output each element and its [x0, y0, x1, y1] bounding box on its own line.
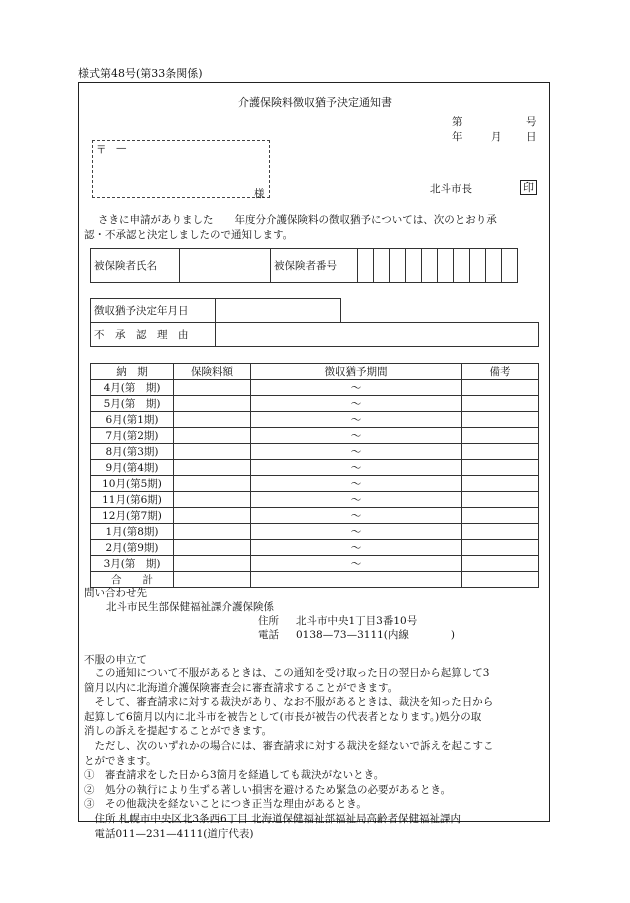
insured-name-label: 被保険者氏名 — [91, 249, 180, 283]
insured-number-label: 被保険者番号 — [271, 249, 358, 283]
intro-line-1: さきに申請がありました 年度分介護保険料の徴収猶予については、次のとおり承 — [98, 214, 497, 226]
insured-number-digit — [358, 249, 374, 283]
premium-amount-cell — [174, 412, 251, 428]
premium-amount-cell — [174, 380, 251, 396]
period-cell: 10月(第5期) — [91, 476, 174, 492]
header-deferral-period: 徴収猶予期間 — [251, 364, 462, 380]
table-row — [91, 428, 539, 444]
premium-amount-cell — [174, 492, 251, 508]
total-amount-cell — [174, 572, 251, 588]
period-cell: 12月(第7期) — [91, 508, 174, 524]
contact-address: 北斗市中央1丁目3番10号 — [296, 615, 418, 627]
table-row — [91, 524, 539, 540]
deferral-period-cell: 〜 — [251, 540, 462, 556]
premium-amount-cell — [174, 524, 251, 540]
deferral-period-cell: 〜 — [251, 428, 462, 444]
decision-date-label: 徴収猶予決定年月日 — [91, 299, 216, 323]
appeal-line: そして、審査請求に対する裁決があり、なお不服があるときは、裁決を知った日から — [84, 696, 494, 709]
period-cell: 11月(第6期) — [91, 492, 174, 508]
document-title: 介護保険料徴収猶予決定通知書 — [238, 96, 392, 109]
insured-number-digit — [486, 249, 502, 283]
appeal-line: ① 審査請求をした日から3箇月を経過しても裁決がないとき。 — [84, 769, 385, 782]
remarks-cell — [462, 540, 539, 556]
appeal-line: 電話011—231—4111(道庁代表) — [84, 827, 254, 840]
remarks-cell — [462, 476, 539, 492]
issue-number-prefix: 第 — [452, 116, 463, 128]
rejection-reason-cell — [216, 323, 539, 347]
insured-number-digit — [422, 249, 438, 283]
insured-number-digit — [390, 249, 406, 283]
insured-number-digit — [470, 249, 486, 283]
appeal-line: 消しの訴えを提起することができます。 — [84, 725, 273, 738]
deferral-period-cell: 〜 — [251, 380, 462, 396]
seal-mark — [520, 180, 537, 195]
table-row — [91, 492, 539, 508]
total-row — [91, 572, 539, 588]
total-label: 合 計 — [91, 572, 174, 588]
remarks-cell — [462, 412, 539, 428]
premium-amount-cell — [174, 444, 251, 460]
deferral-period-cell: 〜 — [251, 492, 462, 508]
recipient-honorific: 様 — [254, 188, 265, 200]
premium-amount-cell — [174, 428, 251, 444]
period-cell: 2月(第9期) — [91, 540, 174, 556]
appeal-line: ③ その他裁決を経ないことにつき正当な理由があるとき。 — [84, 798, 367, 811]
remarks-cell — [462, 460, 539, 476]
insured-number-digit — [454, 249, 470, 283]
contact-phone: 0138—73—3111(内線 ) — [296, 629, 455, 641]
insured-number-digit — [406, 249, 422, 283]
remarks-cell — [462, 380, 539, 396]
remarks-cell — [462, 508, 539, 524]
issue-day-label: 日 — [526, 131, 537, 143]
period-cell: 3月(第 期) — [91, 556, 174, 572]
table-row — [91, 460, 539, 476]
period-cell: 8月(第3期) — [91, 444, 174, 460]
total-period-cell — [251, 572, 462, 588]
remarks-cell — [462, 524, 539, 540]
premium-amount-cell — [174, 396, 251, 412]
premium-amount-cell — [174, 476, 251, 492]
table-row — [91, 396, 539, 412]
deferral-period-cell: 〜 — [251, 524, 462, 540]
issuer-name: 北斗市長 — [430, 183, 472, 195]
deferral-period-cell: 〜 — [251, 412, 462, 428]
remarks-cell — [462, 428, 539, 444]
appeal-heading: 不服の申立て — [84, 654, 147, 666]
appeal-body — [84, 666, 546, 841]
premium-amount-cell — [174, 460, 251, 476]
table-row — [91, 444, 539, 460]
issue-year-label: 年 — [452, 131, 463, 143]
payment-schedule-table — [90, 363, 539, 588]
intro-line-2: 認・不承認と決定しましたので通知します。 — [84, 229, 294, 241]
deferral-period-cell: 〜 — [251, 556, 462, 572]
insured-number-digit — [374, 249, 390, 283]
contact-phone-label: 電話 — [258, 629, 279, 641]
premium-amount-cell — [174, 540, 251, 556]
insured-info-table — [90, 248, 518, 283]
postal-dash: — — [116, 142, 127, 154]
table-row — [91, 476, 539, 492]
header-premium-amount: 保険料額 — [174, 364, 251, 380]
table-row — [91, 380, 539, 396]
premium-amount-cell — [174, 556, 251, 572]
deferral-period-cell: 〜 — [251, 396, 462, 412]
rejection-reason-table — [90, 322, 539, 347]
period-cell: 1月(第8期) — [91, 524, 174, 540]
insured-number-digit — [502, 249, 518, 283]
table-row — [91, 540, 539, 556]
period-cell: 4月(第 期) — [91, 380, 174, 396]
remarks-cell — [462, 396, 539, 412]
contact-heading: 問い合わせ先 — [84, 587, 147, 599]
deferral-period-cell: 〜 — [251, 508, 462, 524]
table-row — [91, 508, 539, 524]
appeal-line: 起算して6箇月以内に北斗市を被告として(市長が被告の代表者となります。)処分の取 — [84, 710, 482, 723]
appeal-line: ② 処分の執行により生ずる著しい損害を避けるため緊急の必要があるとき。 — [84, 783, 452, 796]
remarks-cell — [462, 556, 539, 572]
insured-number-digit — [438, 249, 454, 283]
contact-address-label: 住所 — [258, 615, 279, 627]
deferral-period-cell: 〜 — [251, 460, 462, 476]
decision-table — [90, 298, 341, 323]
rejection-reason-label: 不 承 認 理 由 — [91, 323, 216, 347]
total-remarks-cell — [462, 572, 539, 588]
appeal-line: とができます。 — [84, 754, 157, 767]
period-cell: 6月(第1期) — [91, 412, 174, 428]
seal-label: 印 — [520, 180, 537, 195]
postal-mark: 〒 — [96, 144, 107, 156]
appeal-line: 住所 札幌市中央区北3条西6丁目 北海道保健福祉部福祉局高齢者保健福祉課内 — [84, 812, 462, 825]
insured-name-cell — [180, 249, 271, 283]
deferral-period-cell: 〜 — [251, 444, 462, 460]
decision-date-cell — [216, 299, 341, 323]
appeal-line: この通知について不服があるときは、この通知を受け取った日の翌日から起算して3 — [84, 667, 490, 679]
period-cell: 5月(第 期) — [91, 396, 174, 412]
header-remarks: 備考 — [462, 364, 539, 380]
table-row — [91, 412, 539, 428]
issue-month-label: 月 — [491, 131, 502, 143]
period-cell: 7月(第2期) — [91, 428, 174, 444]
header-due-period: 納 期 — [91, 364, 174, 380]
remarks-cell — [462, 492, 539, 508]
form-number-label: 様式第48号(第33条関係) — [78, 67, 203, 80]
deferral-period-cell: 〜 — [251, 476, 462, 492]
remarks-cell — [462, 444, 539, 460]
period-cell: 9月(第4期) — [91, 460, 174, 476]
contact-department: 北斗市民生部保健福祉課介護保険係 — [106, 601, 274, 613]
premium-amount-cell — [174, 508, 251, 524]
table-row — [91, 556, 539, 572]
appeal-line: 箇月以内に北海道介護保険審査会に審査請求することができます。 — [84, 681, 399, 694]
appeal-line: ただし、次のいずれかの場合には、審査請求に対する裁決を経ないで訴えを起こすこ — [84, 739, 494, 752]
issue-number-suffix: 号 — [526, 116, 537, 128]
